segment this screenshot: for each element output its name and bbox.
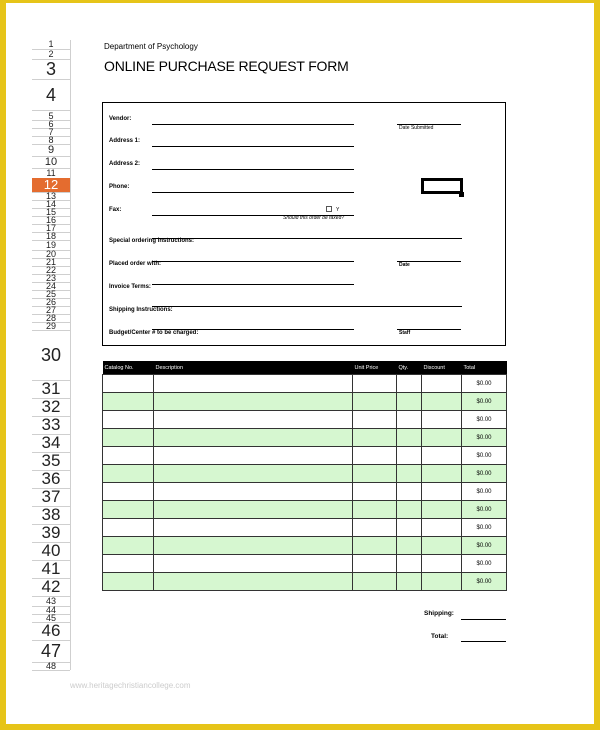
fill-handle[interactable] (459, 192, 464, 197)
description-cell[interactable] (154, 483, 353, 501)
header-qty: Qty. (397, 361, 422, 375)
row-header[interactable]: 23 (32, 274, 70, 283)
row-header[interactable]: 46 (32, 622, 70, 641)
row-header[interactable]: 43 (32, 596, 70, 607)
department-label: Department of Psychology (104, 42, 198, 51)
description-cell[interactable] (154, 375, 353, 393)
table-row (103, 501, 507, 519)
qty-cell[interactable] (397, 573, 422, 591)
header-description: Description (154, 361, 353, 375)
row-header[interactable]: 28 (32, 314, 70, 323)
catalog-cell[interactable] (103, 393, 154, 411)
description-cell[interactable] (154, 555, 353, 573)
discount-cell[interactable] (422, 465, 462, 483)
shipping-field[interactable] (461, 619, 506, 620)
table-row (103, 555, 507, 573)
description-cell[interactable] (154, 465, 353, 483)
invoice-terms-label: Invoice Terms: (109, 284, 151, 290)
catalog-cell[interactable] (103, 465, 154, 483)
shipping-instructions-label: Shipping Instructions: (109, 307, 173, 313)
qty-cell[interactable] (397, 429, 422, 447)
row-header[interactable]: 42 (32, 578, 70, 597)
header-discount: Discount (422, 361, 462, 375)
budget-field[interactable] (152, 329, 354, 330)
address1-label: Address 1: (109, 138, 141, 144)
description-cell[interactable] (154, 573, 353, 591)
discount-cell[interactable] (422, 447, 462, 465)
address2-field[interactable] (152, 169, 354, 170)
qty-cell[interactable] (397, 519, 422, 537)
catalog-cell[interactable] (103, 375, 154, 393)
row-header[interactable]: 17 (32, 224, 70, 233)
vendor-field[interactable] (152, 124, 354, 125)
table-row (103, 375, 507, 393)
total-cell[interactable]: $0.00 (462, 483, 507, 501)
unit-price-cell[interactable] (353, 519, 397, 537)
row-header[interactable]: 32 (32, 398, 70, 417)
row-header[interactable]: 29 (32, 322, 70, 331)
total-cell[interactable]: $0.00 (462, 519, 507, 537)
row-header[interactable]: 35 (32, 452, 70, 471)
row-header[interactable]: 14 (32, 200, 70, 209)
unit-price-cell[interactable] (353, 555, 397, 573)
qty-cell[interactable] (397, 501, 422, 519)
total-cell[interactable]: $0.00 (462, 573, 507, 591)
row-header[interactable]: 38 (32, 506, 70, 525)
header-total: Total (462, 361, 507, 375)
catalog-cell[interactable] (103, 519, 154, 537)
catalog-cell[interactable] (103, 537, 154, 555)
total-cell[interactable]: $0.00 (462, 537, 507, 555)
row-header[interactable]: 33 (32, 416, 70, 435)
row-header[interactable]: 18 (32, 232, 70, 241)
description-cell[interactable] (154, 393, 353, 411)
fax-checkbox[interactable] (326, 206, 332, 212)
unit-price-cell[interactable] (353, 501, 397, 519)
placed-order-field[interactable] (152, 261, 354, 262)
budget-label: Budget/Center # to be charged: (109, 330, 199, 336)
address1-field[interactable] (152, 146, 354, 147)
row-header[interactable]: 22 (32, 266, 70, 275)
unit-price-cell[interactable] (353, 375, 397, 393)
description-cell[interactable] (154, 447, 353, 465)
row-header[interactable]: 26 (32, 298, 70, 307)
description-cell[interactable] (154, 519, 353, 537)
total-cell[interactable]: $0.00 (462, 465, 507, 483)
discount-cell[interactable] (422, 537, 462, 555)
table-row (103, 411, 507, 429)
row-header[interactable]: 9 (32, 144, 70, 157)
qty-cell[interactable] (397, 483, 422, 501)
date-label: Date (399, 262, 410, 268)
catalog-cell[interactable] (103, 447, 154, 465)
date-submitted-label: Date Submitted (399, 125, 434, 131)
row-header[interactable]: 16 (32, 216, 70, 225)
watermark: www.heritagechristiancollege.com (70, 681, 191, 690)
unit-price-cell[interactable] (353, 429, 397, 447)
total-cell[interactable]: $0.00 (462, 411, 507, 429)
row-header[interactable]: 3 (32, 59, 70, 80)
discount-cell[interactable] (422, 411, 462, 429)
row-header[interactable]: 37 (32, 488, 70, 507)
row-header[interactable]: 2 (32, 49, 70, 60)
description-cell[interactable] (154, 411, 353, 429)
unit-price-cell[interactable] (353, 393, 397, 411)
table-row (103, 429, 507, 447)
shipping-label: Shipping: (424, 610, 454, 617)
row-header[interactable]: 4 (32, 80, 70, 111)
total-field[interactable] (461, 641, 506, 642)
unit-price-cell[interactable] (353, 537, 397, 555)
discount-cell[interactable] (422, 519, 462, 537)
row-header[interactable]: 19 (32, 240, 70, 251)
phone-label: Phone: (109, 184, 130, 190)
table-row (103, 483, 507, 501)
header-unit-price: Unit Price (353, 361, 397, 375)
table-header-row (103, 361, 507, 375)
qty-cell[interactable] (397, 465, 422, 483)
phone-field[interactable] (152, 192, 354, 193)
fax-checkbox-mark: Y (336, 207, 340, 213)
row-header[interactable]: 36 (32, 470, 70, 489)
row-header[interactable]: 7 (32, 128, 70, 137)
items-table-body (103, 375, 507, 591)
catalog-cell[interactable] (103, 573, 154, 591)
description-cell[interactable] (154, 501, 353, 519)
page-title: ONLINE PURCHASE REQUEST FORM (104, 58, 349, 74)
row-header[interactable]: 6 (32, 120, 70, 129)
table-row (103, 537, 507, 555)
discount-cell[interactable] (422, 375, 462, 393)
vendor-label: Vendor: (109, 116, 132, 122)
discount-cell[interactable] (422, 429, 462, 447)
qty-cell[interactable] (397, 393, 422, 411)
fax-label: Fax: (109, 207, 122, 213)
special-instructions-label: Special ordering instructions: (109, 238, 195, 244)
row-header[interactable]: 11 (32, 168, 70, 179)
table-row (103, 465, 507, 483)
header-catalog-no: Catalog No. (103, 361, 154, 375)
qty-cell[interactable] (397, 537, 422, 555)
total-cell[interactable]: $0.00 (462, 447, 507, 465)
row-header[interactable]: 20 (32, 250, 70, 259)
row-header[interactable]: 15 (32, 208, 70, 217)
row-header[interactable]: 31 (32, 380, 70, 399)
special-instructions-field[interactable] (152, 238, 462, 239)
row-header-divider (70, 40, 71, 670)
row-header[interactable]: 1 (32, 40, 70, 50)
discount-cell[interactable] (422, 573, 462, 591)
unit-price-cell[interactable] (353, 483, 397, 501)
staff-label: Staff (399, 330, 411, 336)
row-header[interactable]: 13 (32, 192, 70, 201)
description-cell[interactable] (154, 429, 353, 447)
table-row (103, 519, 507, 537)
row-header[interactable]: 10 (32, 156, 70, 169)
table-row (103, 573, 507, 591)
qty-cell[interactable] (397, 411, 422, 429)
description-cell[interactable] (154, 537, 353, 555)
total-cell[interactable]: $0.00 (462, 429, 507, 447)
catalog-cell[interactable] (103, 411, 154, 429)
qty-cell[interactable] (397, 447, 422, 465)
catalog-cell[interactable] (103, 483, 154, 501)
selected-cell-box[interactable] (421, 178, 463, 194)
discount-cell[interactable] (422, 501, 462, 519)
total-cell[interactable]: $0.00 (462, 555, 507, 573)
row-header[interactable]: 34 (32, 434, 70, 453)
discount-cell[interactable] (422, 555, 462, 573)
catalog-cell[interactable] (103, 429, 154, 447)
row-header[interactable]: 39 (32, 524, 70, 543)
row-header[interactable]: 41 (32, 560, 70, 579)
discount-cell[interactable] (422, 393, 462, 411)
unit-price-cell[interactable] (353, 465, 397, 483)
invoice-terms-field[interactable] (152, 284, 354, 285)
row-header[interactable]: 44 (32, 606, 70, 615)
catalog-cell[interactable] (103, 501, 154, 519)
total-cell[interactable]: $0.00 (462, 375, 507, 393)
row-header[interactable]: 47 (32, 640, 70, 663)
row-header[interactable]: 27 (32, 306, 70, 315)
row-header[interactable]: 5 (32, 112, 70, 121)
fax-question: Should this order be faxed? (283, 215, 345, 221)
row-header[interactable]: 25 (32, 290, 70, 299)
unit-price-cell[interactable] (353, 447, 397, 465)
table-row (103, 393, 507, 411)
shipping-instructions-field[interactable] (152, 306, 462, 307)
row-header[interactable]: 30 (32, 330, 70, 381)
row-header[interactable]: 21 (32, 258, 70, 267)
total-cell[interactable]: $0.00 (462, 501, 507, 519)
qty-cell[interactable] (397, 375, 422, 393)
row-header[interactable]: 40 (32, 542, 70, 561)
address2-label: Address 2: (109, 161, 141, 167)
row-header[interactable]: 8 (32, 136, 70, 145)
row-header[interactable]: 45 (32, 614, 70, 623)
unit-price-cell[interactable] (353, 573, 397, 591)
row-header[interactable]: 48 (32, 662, 70, 671)
row-header[interactable]: 24 (32, 282, 70, 291)
placed-order-label: Placed order with: (109, 261, 162, 267)
items-table (102, 361, 507, 591)
table-row (103, 447, 507, 465)
unit-price-cell[interactable] (353, 411, 397, 429)
row-header[interactable]: 12 (32, 178, 70, 193)
catalog-cell[interactable] (103, 555, 154, 573)
qty-cell[interactable] (397, 555, 422, 573)
total-label: Total: (431, 633, 449, 640)
discount-cell[interactable] (422, 483, 462, 501)
total-cell[interactable]: $0.00 (462, 393, 507, 411)
